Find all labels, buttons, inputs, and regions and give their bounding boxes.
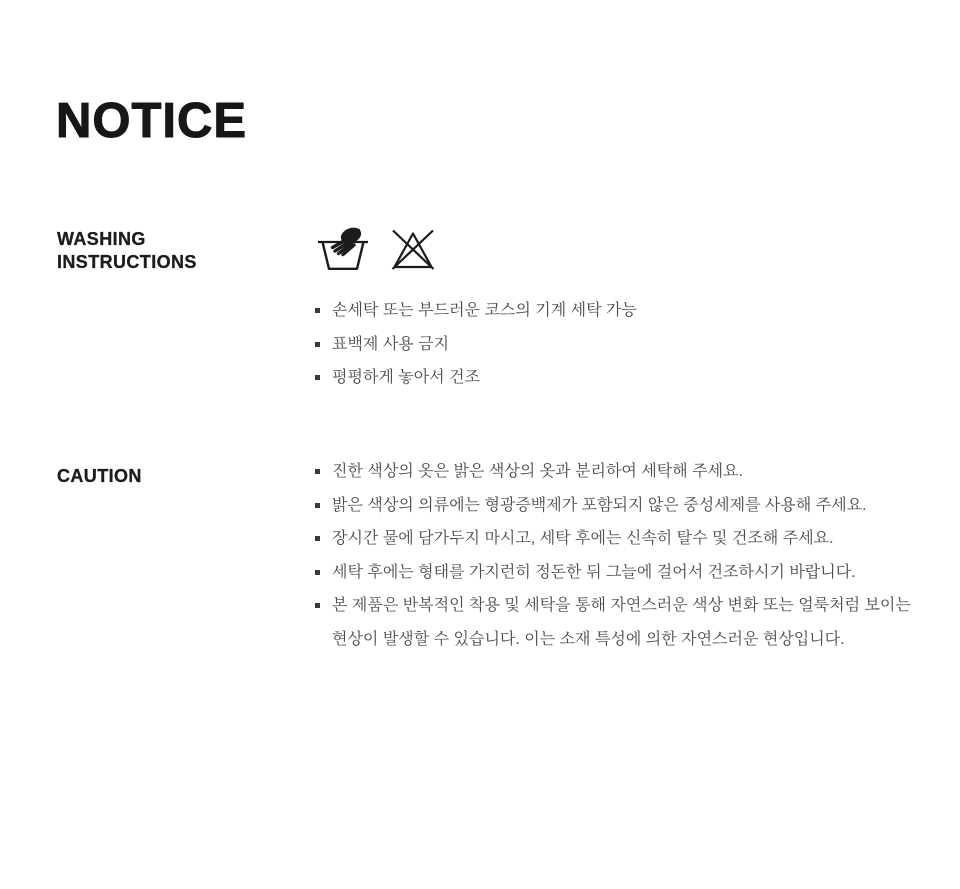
caution-bullet-text: 진한 색상의 옷은 밝은 색상의 옷과 분리하여 세탁해 주세요. [332, 463, 743, 480]
caution-bullet-item [315, 589, 915, 656]
washing-bullet-item [315, 361, 915, 395]
caution-bullet-text: 본 제품은 반복적인 착용 및 세탁을 통해 자연스러운 색상 변화 또는 얼룩처럼 보이는 현상이 발생할 수 있습니다. 이는 소재 특성에 의한 자연스러운 현상입니다. [332, 597, 911, 648]
square-bullet-icon [315, 342, 320, 347]
care-symbols-row [317, 226, 436, 271]
caution-bullet-text: 장시간 물에 담가두지 마시고, 세탁 후에는 신속히 탈수 및 건조해 주세요. [332, 530, 834, 547]
caution-bullet-item [315, 489, 915, 523]
caution-bullet-text: 세탁 후에는 형태를 가지런히 정돈한 뒤 그늘에 걸어서 건조하시기 바랍니다. [332, 563, 856, 581]
washing-label-line1: WASHING [57, 229, 146, 249]
washing-bullet-text: 표백제 사용 금지 [332, 335, 450, 353]
square-bullet-icon [315, 503, 320, 508]
hand-wash-icon [317, 226, 369, 271]
square-bullet-icon [315, 603, 320, 608]
washing-bullet-list [315, 294, 915, 395]
caution-label: CAUTION [57, 466, 142, 486]
square-bullet-icon [315, 570, 320, 575]
caution-bullet-list [315, 455, 915, 656]
square-bullet-icon [315, 308, 320, 313]
square-bullet-icon [315, 469, 320, 474]
square-bullet-icon [315, 375, 320, 380]
caution-bullet-item [315, 556, 915, 590]
caution-bullet-text: 밝은 색상의 의류에는 형광증백제가 포함되지 않은 중성세제를 사용해 주세요. [332, 496, 867, 514]
washing-bullet-item [315, 328, 915, 362]
washing-label-line2: INSTRUCTIONS [57, 252, 197, 272]
square-bullet-icon [315, 536, 320, 541]
washing-bullet-text: 평평하게 놓아서 건조 [332, 369, 480, 386]
caution-bullet-item [315, 455, 915, 489]
washing-instructions-label [57, 228, 197, 274]
washing-bullet-text: 손세탁 또는 부드러운 코스의 기계 세탁 가능 [332, 302, 637, 319]
do-not-bleach-icon [390, 226, 436, 271]
page-title: NOTICE [56, 94, 248, 148]
caution-bullet-item [315, 522, 915, 556]
washing-bullet-item [315, 294, 915, 328]
